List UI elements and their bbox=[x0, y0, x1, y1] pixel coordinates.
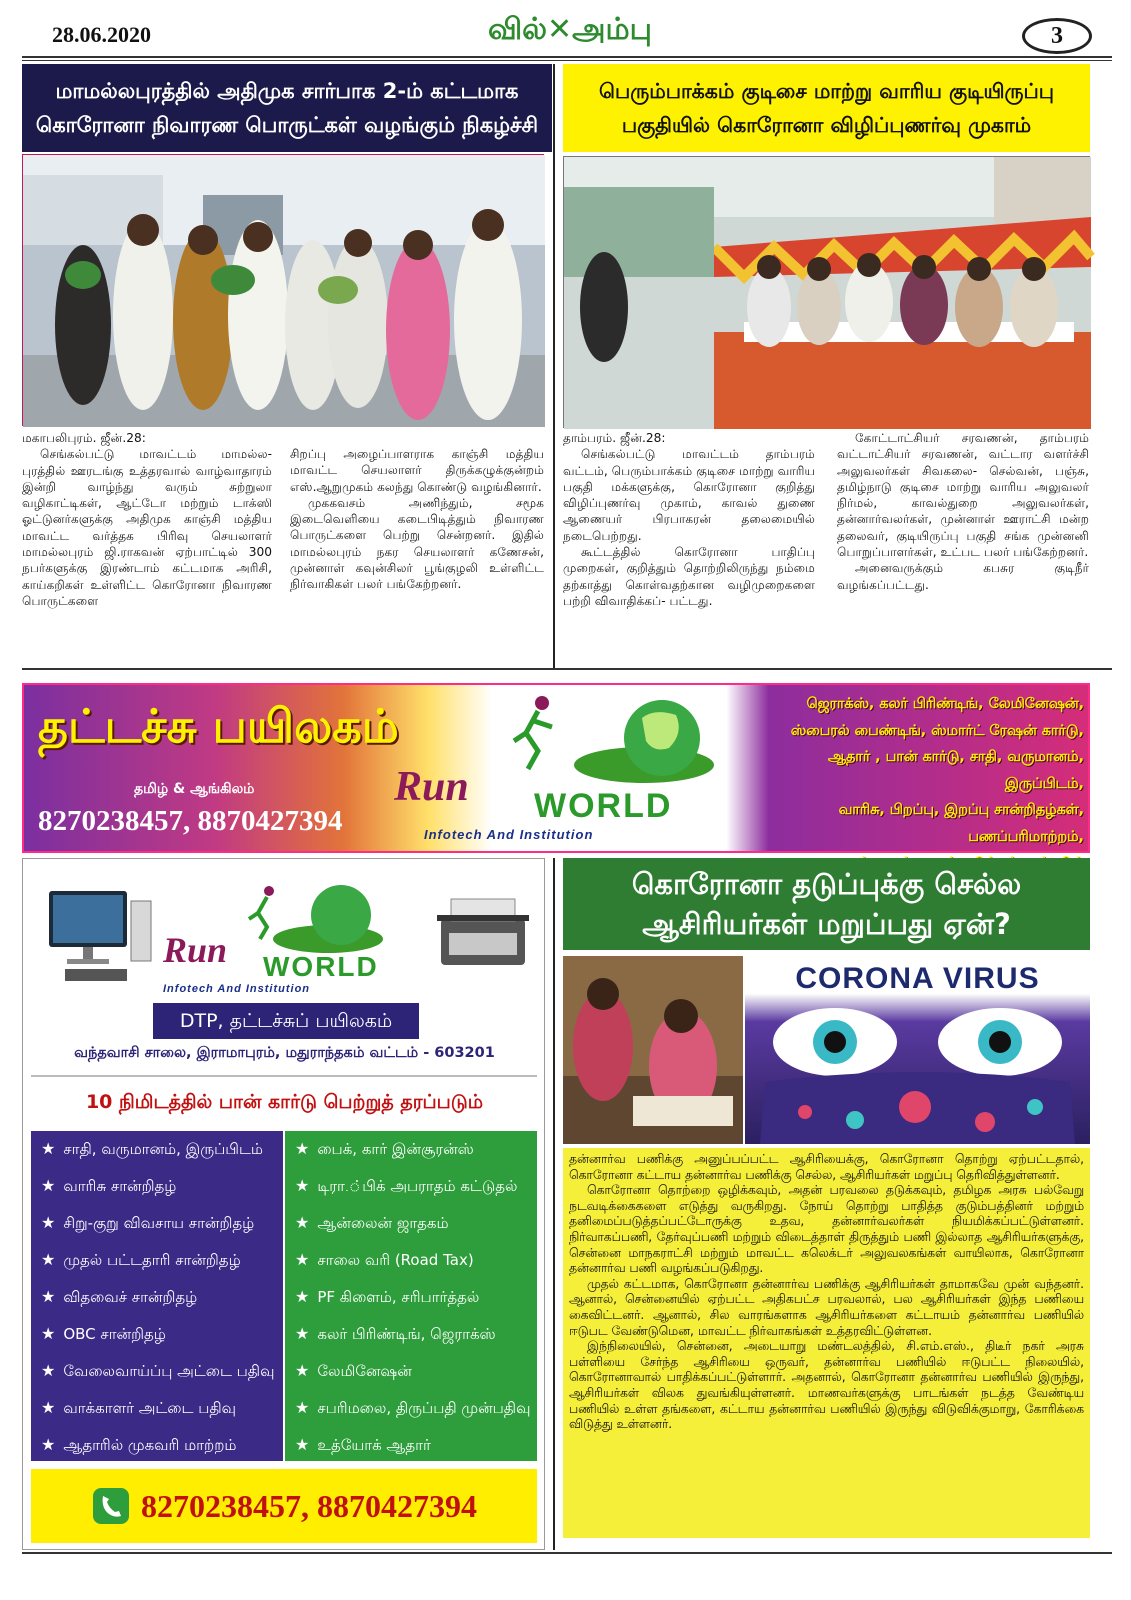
service-item bbox=[41, 1287, 197, 1308]
service-item bbox=[295, 1361, 412, 1382]
page-number: 3 bbox=[1022, 18, 1092, 54]
top-rule bbox=[22, 56, 1112, 58]
runner-icon bbox=[504, 693, 564, 773]
service-item-label: ஆதாரில் முகவரி மாற்றம் bbox=[63, 1436, 237, 1454]
story2-headline-line1: பெரும்பாக்கம் குடிசை மாற்று வாரிய குடியிருப்பு bbox=[598, 79, 1055, 103]
story3-body bbox=[563, 1148, 1090, 1538]
typewriter-icon bbox=[433, 889, 533, 979]
top-rule-thin bbox=[22, 60, 1112, 61]
ad2-logo bbox=[163, 879, 413, 999]
service-item-label: உத்யோக் ஆதார் bbox=[317, 1436, 431, 1454]
star-icon: ★ bbox=[41, 1324, 56, 1343]
story-mamallapuram bbox=[22, 64, 552, 664]
story1-paragraph: செங்கல்பட்டு மாவட்டம் மாமல்ல- புரத்தில் ஊரடங்கு உத்தரவால் வாழ்வாதாரம் இன்றி வாழ்ந்து வரும் சுற்றுலா வழிகாட்டிகள், ஆட்டோ மற்றும் டாக்ஸி ஓட்டுனர்களுக்கு அதிமுக காஞ்சி மத்திய மாவட்ட வர்த்தக பிரிவு செயலாளர் மாமல்லபுரம் ஜி.ராகவன் ஏற்பாட்டில் 300 நபர்களுக்கு இரண்டாம் கட்டமாக அரிசி, காய்கறிகள் உள்ளிட்ட கொரோனா நிவாரண பொருட்களை bbox=[22, 447, 272, 608]
logo-tagline: Infotech And Institution bbox=[424, 827, 594, 842]
service-item bbox=[41, 1398, 236, 1419]
service-item-label: லேமினேஷன் bbox=[317, 1362, 412, 1380]
service-item-label: சாதி, வருமானம், இருப்பிடம் bbox=[63, 1140, 263, 1158]
banner-services-list bbox=[774, 691, 1084, 877]
service-item bbox=[295, 1139, 474, 1160]
runworld-logo bbox=[364, 693, 764, 843]
story1-headline-line1: மாமல்லபுரத்தில் அதிமுக சார்பாக 2-ம் கட்டமாக bbox=[55, 79, 519, 103]
service-item bbox=[295, 1287, 479, 1308]
star-icon: ★ bbox=[295, 1250, 310, 1269]
bottom-rule bbox=[22, 1552, 1112, 1554]
story3-headline-line1: கொரோனா தடுப்புக்கு செல்ல bbox=[631, 867, 1022, 901]
service-item-label: வாரிசு சான்றிதழ் bbox=[63, 1177, 177, 1195]
story-teachers-refuse bbox=[563, 858, 1090, 1550]
phone-icon bbox=[91, 1486, 131, 1526]
story1-photo bbox=[22, 154, 544, 426]
story2-paragraph: செங்கல்பட்டு மாவட்டம் தாம்பரம் வட்டம், பெரும்பாக்கம் குடிசை மாற்று வாரிய பகுதி மக்களுக்கு, கொரோனா குறித்து விழிப்புணர்வு முகாம், காவல் துணை ஆணையர் பிரபாகரன் தலைமையில் நடைபெற்றது. bbox=[563, 447, 815, 543]
service-item bbox=[41, 1324, 166, 1345]
runner-icon bbox=[243, 883, 283, 943]
service-item bbox=[295, 1398, 530, 1419]
service-item bbox=[41, 1176, 176, 1197]
ad2-service-label: DTP, தட்டச்சுப் பயிலகம் bbox=[153, 1003, 419, 1039]
logo-world-text: WORLD bbox=[534, 787, 673, 825]
story1-dateline: மகாபலிபுரம். ஜீன்.28: bbox=[22, 431, 146, 445]
banner-service-item: வாரிசு, பிறப்பு, இறப்பு சான்றிதழ்கள், பணப்பரிமாற்றம், bbox=[838, 802, 1084, 845]
service-item bbox=[41, 1435, 237, 1456]
virus-eyes-illustration bbox=[745, 1002, 1090, 1144]
logo-tagline: Infotech And Institution bbox=[163, 983, 311, 995]
star-icon: ★ bbox=[41, 1435, 56, 1454]
ad2-divider bbox=[31, 1075, 537, 1077]
star-icon: ★ bbox=[295, 1176, 310, 1195]
globe-icon bbox=[273, 879, 393, 959]
story1-paragraph: முககவசம் அணிந்தும், சமூக இடைவெளியை கடைபிடித்தும் நிவாரண பொருட்களை பெற்று சென்றனர். இதில் மாமல்லபுரம் நகர செயலாளர் கணேசன், முன்னாள் கவுன்சிலர் பூங்குழலி உள்ளிட்ட நிர்வாகிகள் பலர் பங்கேற்றனர். bbox=[290, 495, 544, 592]
story3-paragraph: இந்நிலையில், சென்னை, அடையாறு மண்டலத்தில், சி.எம்.எஸ்., திடீர் நகர் அரசு பள்ளியை சேர்ந்த ஆசிரியை ஒருவர், தன்னார்வ பணியில் ஈடுபட்ட நிலையில், கொரோனாவால் பாதிக்கப்பட்டுள்ளார். அதனால், கொரோனா தன்னார்வ பணியில் இருந்து, ஆசிரியர்கள் விலக துவங்கியுள்ளனர். மாணவர்களுக்கு பாடங்கள் நடத்த வேண்டிய பணியில் உள்ள தங்களை, கட்டாய தன்னார்வ பணியில் இருந்து விடுவிக்குமாறு, கோரிக்கை விடுத்து உள்ளனர். bbox=[569, 1339, 1084, 1432]
service-item-label: PF கிளைம், சரிபார்த்தல் bbox=[317, 1288, 480, 1306]
banner-service-item: ஆதார் , பான் கார்டு, சாதி, வருமானம், இருப்பிடம், bbox=[827, 749, 1084, 792]
computer-icon bbox=[45, 881, 155, 991]
service-item bbox=[41, 1361, 274, 1382]
poster-title: CORONA VIRUS bbox=[795, 962, 1040, 995]
service-item-label: முதல் பட்டதாரி சான்றிதழ் bbox=[63, 1251, 241, 1269]
star-icon: ★ bbox=[295, 1435, 310, 1454]
story1-headline-line2: கொரோனா நிவாரண பொருட்கள் வழங்கும் நிகழ்ச்சி bbox=[35, 113, 539, 137]
banner-phone: 8270238457, 8870427394 bbox=[38, 805, 343, 837]
story2-paragraph: அனைவருக்கும் கபசுர குடிநீர் வழங்கப்பட்டது. bbox=[837, 561, 1089, 592]
story2-column-1 bbox=[563, 430, 815, 660]
relief-distribution-photo bbox=[23, 155, 545, 427]
story2-paragraph: கூட்டத்தில் கொரோனா பாதிப்பு முறைகள், குறித்தும் தொற்றிலிருந்து நம்மை தற்காத்து கொள்வதற்கான வழிமுறைகளை பற்றி விவாதிக்கப்- பட்டது. bbox=[563, 545, 815, 608]
service-item-label: சபரிமலை, திருப்பதி முன்பதிவு bbox=[317, 1399, 531, 1417]
service-item-label: சாலை வரி (Road Tax) bbox=[317, 1251, 474, 1269]
service-item-label: டிரா.்பிக் அபராதம் கட்டுதல் bbox=[317, 1177, 518, 1195]
runworld-services-ad bbox=[22, 858, 545, 1550]
story3-photo bbox=[563, 956, 1090, 1144]
column-divider bbox=[553, 858, 555, 1550]
service-item bbox=[41, 1213, 254, 1234]
star-icon: ★ bbox=[295, 1287, 310, 1306]
star-icon: ★ bbox=[41, 1287, 56, 1306]
story2-photo bbox=[563, 156, 1090, 428]
story2-dateline: தாம்பரம். ஜீன்.28: bbox=[563, 431, 666, 445]
teachers-working-photo bbox=[563, 956, 743, 1144]
service-item bbox=[295, 1213, 449, 1234]
story1-column-1 bbox=[22, 430, 272, 660]
service-item-label: ஆன்லைன் ஜாதகம் bbox=[317, 1214, 449, 1232]
story3-paragraph: தன்னார்வ பணிக்கு அனுப்பப்பட்ட ஆசிரியைக்கு, கொரோனா தொற்று ஏற்பட்டதால், கொரோனா கட்டாய தன்னார்வ பணிக்கு செல்ல, ஆசிரியர்கள் மறுப்பு தெரிவித்துள்ளனர். bbox=[569, 1152, 1084, 1182]
story3-paragraph: கொரோனா தொற்றை ஒழிக்கவும், அதன் பரவலை தடுக்கவும், தமிழக அரசு பல்வேறு நடவடிக்கைகளை எடுத்து வருகிறது. நோய் தொற்று பாதித்த குடும்பத்தினர் மற்றும் தனிமைப்படுத்தப்பட்டோருக்கு உதவ, தன்னார்வலர்கள் நியமிக்கப்பட்டுள்ளனர். நிர்வாகப்பணி, தேர்வுப்பணி மற்றும் விடைத்தாள் திருத்தும் பணி இல்லாத ஆசிரியர்களுக்கு, சென்னை மாநகராட்சி மற்றும் மாவட்ட கலெக்டர் அலுவலகங்கள் வாயிலாக, கொரோனா தன்னார்வ பணி வழங்கப்படுகிறது. bbox=[569, 1183, 1084, 1276]
service-item bbox=[41, 1139, 263, 1160]
star-icon: ★ bbox=[295, 1398, 310, 1417]
services-right-panel bbox=[285, 1131, 537, 1461]
issue-date: 28.06.2020 bbox=[52, 22, 151, 47]
star-icon: ★ bbox=[41, 1250, 56, 1269]
logo-run-text: Run bbox=[163, 930, 228, 970]
story3-paragraph: முதல் கட்டமாக, கொரோனா தன்னார்வ பணிக்கு ஆசிரியர்கள் தாமாகவே முன் வந்தனர். ஆனால், சென்னையில் ஏற்பட்ட அதிகபட்ச பரவலால், பல ஆசிரியர்கள் இந்த பணியை கைவிட்டனர். ஆனால், சில வாரங்களாக ஆசிரியர்களை கட்டாயம் தன்னார்வ பணியில் ஈடுபட வேண்டுமென, மாவட்ட நிர்வாகங்கள் உத்தரவிட்டுள்ளன. bbox=[569, 1276, 1084, 1338]
service-item-label: பைக், கார் இன்சூரன்ஸ் bbox=[317, 1140, 474, 1158]
star-icon: ★ bbox=[41, 1361, 56, 1380]
globe-icon bbox=[584, 693, 734, 793]
column-divider bbox=[553, 64, 555, 668]
story1-headline bbox=[22, 64, 552, 152]
service-item-label: வேலைவாய்ப்பு அட்டை பதிவு bbox=[63, 1362, 275, 1380]
banner-subtitle: தமிழ் & ஆங்கிலம் bbox=[134, 781, 255, 797]
service-item bbox=[295, 1176, 518, 1197]
story3-headline bbox=[563, 858, 1090, 950]
newspaper-masthead: வில்✕அம்பு bbox=[488, 12, 652, 47]
service-item bbox=[41, 1250, 241, 1271]
service-item-label: வாக்காளர் அட்டை பதிவு bbox=[63, 1399, 237, 1417]
logo-world-text: WORLD bbox=[263, 951, 379, 982]
star-icon: ★ bbox=[41, 1398, 56, 1417]
logo-run-text: Run bbox=[394, 764, 469, 810]
service-item bbox=[295, 1435, 431, 1456]
ad2-phone-number: 8270238457, 8870427394 bbox=[141, 1487, 477, 1524]
service-item-label: கலர் பிரிண்டிங், ஜெராக்ஸ் bbox=[317, 1325, 496, 1343]
pan-card-offer: 10 நிமிடத்தில் பான் கார்டு பெற்றுத் தரப்படும் bbox=[85, 1091, 484, 1113]
typing-institute-banner bbox=[22, 683, 1090, 853]
story1-column-2 bbox=[290, 446, 544, 660]
story2-column-2 bbox=[837, 430, 1089, 660]
banner-title: தட்டச்சு பயிலகம் bbox=[38, 699, 399, 753]
story2-headline-line2: பகுதியில் கொரோனா விழிப்புணர்வு முகாம் bbox=[621, 113, 1032, 137]
story2-paragraph: கோட்டாட்சியர் சரவணன், தாம்பரம் வட்டாட்சியர் சரவணன், வட்டார வளர்ச்சி அலுவலர்கள் சிவகலை- செல்வன், பஞ்சு, தமிழ்நாடு குடிசை மாற்று வாரிய அலுவலர் நிர்மல், காவல்துறை அலுவலர்கள், தன்னார்வலர்கள், முன்னாள் ஊராட்சி மன்ற தலைவர், குடியிருப்பு பகுதி சங்க முன்னனி பொறுப்பாளர்கள், உட்பட பலர் பங்கேற்றனர். bbox=[837, 431, 1089, 560]
section-rule bbox=[22, 668, 1112, 670]
corona-virus-poster bbox=[745, 956, 1090, 1144]
story-perumbakkam bbox=[563, 64, 1090, 664]
star-icon: ★ bbox=[295, 1324, 310, 1343]
star-icon: ★ bbox=[295, 1139, 310, 1158]
service-item bbox=[295, 1324, 496, 1345]
star-icon: ★ bbox=[295, 1213, 310, 1232]
services-grid bbox=[23, 1127, 545, 1467]
star-icon: ★ bbox=[41, 1176, 56, 1195]
story3-headline-line2: ஆசிரியர்கள் மறுப்பது ஏன்? bbox=[642, 907, 1011, 941]
ad2-phone-strip bbox=[31, 1469, 537, 1543]
banner-service-item: ஸ்பைரல் பைண்டிங், ஸ்மார்ட் ரேஷன் கார்டு, bbox=[790, 722, 1084, 739]
story1-paragraph: சிறப்பு அழைப்பாளராக காஞ்சி மத்திய மாவட்ட செயலாளர் திருக்கழுக்குன்றம் எஸ்.ஆறுமுகம் கலந்து கொண்டு வழங்கினார். bbox=[290, 447, 544, 494]
awareness-camp-photo bbox=[564, 157, 1091, 429]
star-icon: ★ bbox=[295, 1361, 310, 1380]
service-item bbox=[295, 1250, 474, 1271]
service-item-label: விதவைச் சான்றிதழ் bbox=[63, 1288, 198, 1306]
star-icon: ★ bbox=[41, 1213, 56, 1232]
story2-headline bbox=[563, 64, 1090, 152]
ad2-address: வந்தவாசி சாலை, இராமாபுரம், மதுராந்தகம் வட்டம் - 603201 bbox=[74, 1045, 495, 1061]
service-item-label: OBC சான்றிதழ் bbox=[63, 1325, 166, 1343]
star-icon: ★ bbox=[41, 1139, 56, 1158]
banner-service-item: ஜெராக்ஸ், கலர் பிரிண்டிங், லேமினேஷன், bbox=[806, 696, 1084, 712]
services-left-panel bbox=[31, 1131, 283, 1461]
service-item-label: சிறு-குறு விவசாய சான்றிதழ் bbox=[63, 1214, 255, 1232]
